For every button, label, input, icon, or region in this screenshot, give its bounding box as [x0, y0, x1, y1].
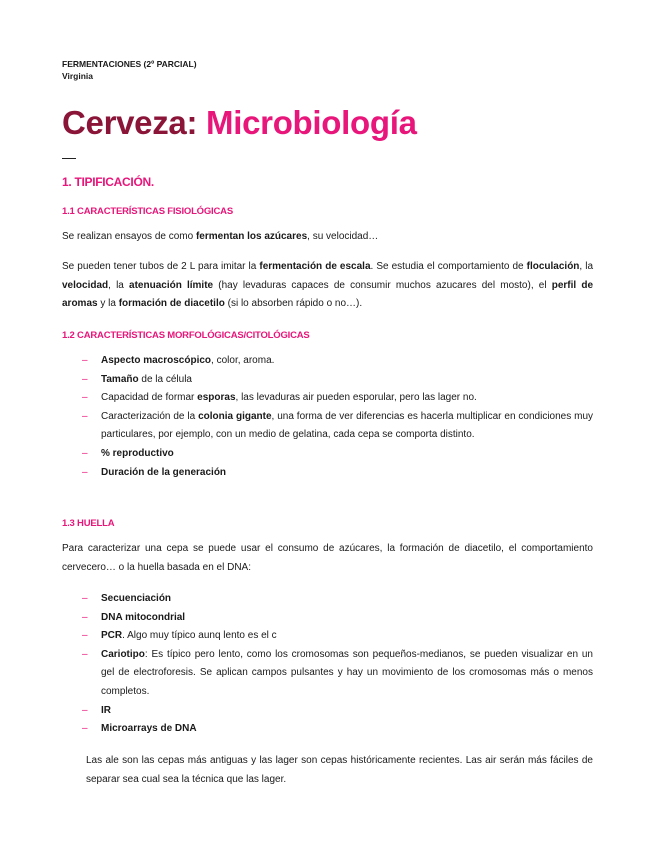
- dash-bullet-icon: –: [82, 630, 88, 642]
- list-morfologicas: [62, 352, 593, 482]
- title-divider: [62, 158, 76, 159]
- list-item: – DNA mitocondrial: [62, 609, 593, 628]
- list-item: – Cariotipo: Es típico pero lento, como los cromosomas son pequeños-medianos, se pueden visualizar en un gel de electroforesis. Se aplican campos pulsantes y hay un movimiento de los cromosomas más o menos completos.: [62, 646, 593, 702]
- dash-bullet-icon: –: [82, 466, 88, 478]
- dash-bullet-icon: –: [82, 611, 88, 623]
- list-item: – Secuenciación: [62, 590, 593, 609]
- list-item: – % reproductivo: [62, 445, 593, 464]
- page-title: [62, 104, 417, 142]
- paragraph-huella-1: Para caracterizar una cepa se puede usar el consumo de azúcares, la formación de diacetilo, el comportamiento cervecero… o la huella basada en el DNA:: [62, 543, 593, 573]
- section-heading-tipificacion: 1. TIPIFICACIÓN.: [62, 175, 154, 189]
- list-huella: [62, 590, 593, 739]
- subsection-heading-morfologicas: 1.2 CARACTERÍSTICAS MORFOLÓGICAS/CITOLÓGICAS: [62, 330, 310, 341]
- list-item: – PCR. Algo muy típico aunq lento es el c: [62, 627, 593, 646]
- paragraph-fisiologicas-1: Se realizan ensayos de como fermentan los azúcares, su velocidad…: [62, 231, 379, 242]
- list-item: – Aspecto macroscópico, color, aroma.: [62, 352, 593, 371]
- title-part-2: Microbiología: [206, 104, 417, 141]
- list-item: – Tamaño de la célula: [62, 371, 593, 390]
- list-item: – Capacidad de formar esporas, las levaduras air pueden esporular, pero las lager no.: [62, 389, 593, 408]
- dash-bullet-icon: –: [82, 723, 88, 735]
- author-name: Virginia: [62, 71, 94, 81]
- title-part-1: Cerveza:: [62, 104, 207, 141]
- dash-bullet-icon: –: [82, 355, 88, 366]
- subsection-heading-huella: 1.3 HUELLA: [62, 518, 115, 529]
- dash-bullet-icon: –: [82, 704, 88, 716]
- course-name: FERMENTACIONES (2º PARCIAL): [62, 59, 197, 69]
- dash-bullet-icon: –: [82, 593, 88, 604]
- list-item: – Duración de la generación: [62, 464, 593, 483]
- list-item: – IR: [62, 702, 593, 721]
- dash-bullet-icon: –: [82, 410, 88, 422]
- dash-bullet-icon: –: [82, 648, 88, 660]
- list-item: – Caracterización de la colonia gigante, una forma de ver diferencias es hacerla multiplicar en condiciones muy particulares, por ejemplo, con un medio de gelatina, cada cepa se comporta distinto.: [62, 408, 593, 445]
- paragraph-fisiologicas-2: Se pueden tener tubos de 2 L para imitar la fermentación de escala. Se estudia el comportamiento de floculación, la velocidad, la atenuación límite (hay levaduras capaces de consumir muchos azucares del mosto), el perfil de aromas y la formación de diacetilo (si lo absorben rápido o no…).: [62, 261, 594, 310]
- subsection-heading-fisiologicas: 1.1 CARACTERÍSTICAS FISIOLÓGICAS: [62, 206, 233, 217]
- dash-bullet-icon: –: [82, 373, 88, 385]
- dash-bullet-icon: –: [82, 392, 88, 404]
- paragraph-huella-2: Las ale son las cepas más antiguas y las lager son cepas históricamente recientes. Las air serán más fáciles de separar sea cual sea la técnica que las lager.: [86, 755, 593, 785]
- list-item: – Microarrays de DNA: [62, 720, 593, 739]
- document-header: [62, 58, 197, 82]
- dash-bullet-icon: –: [82, 447, 88, 459]
